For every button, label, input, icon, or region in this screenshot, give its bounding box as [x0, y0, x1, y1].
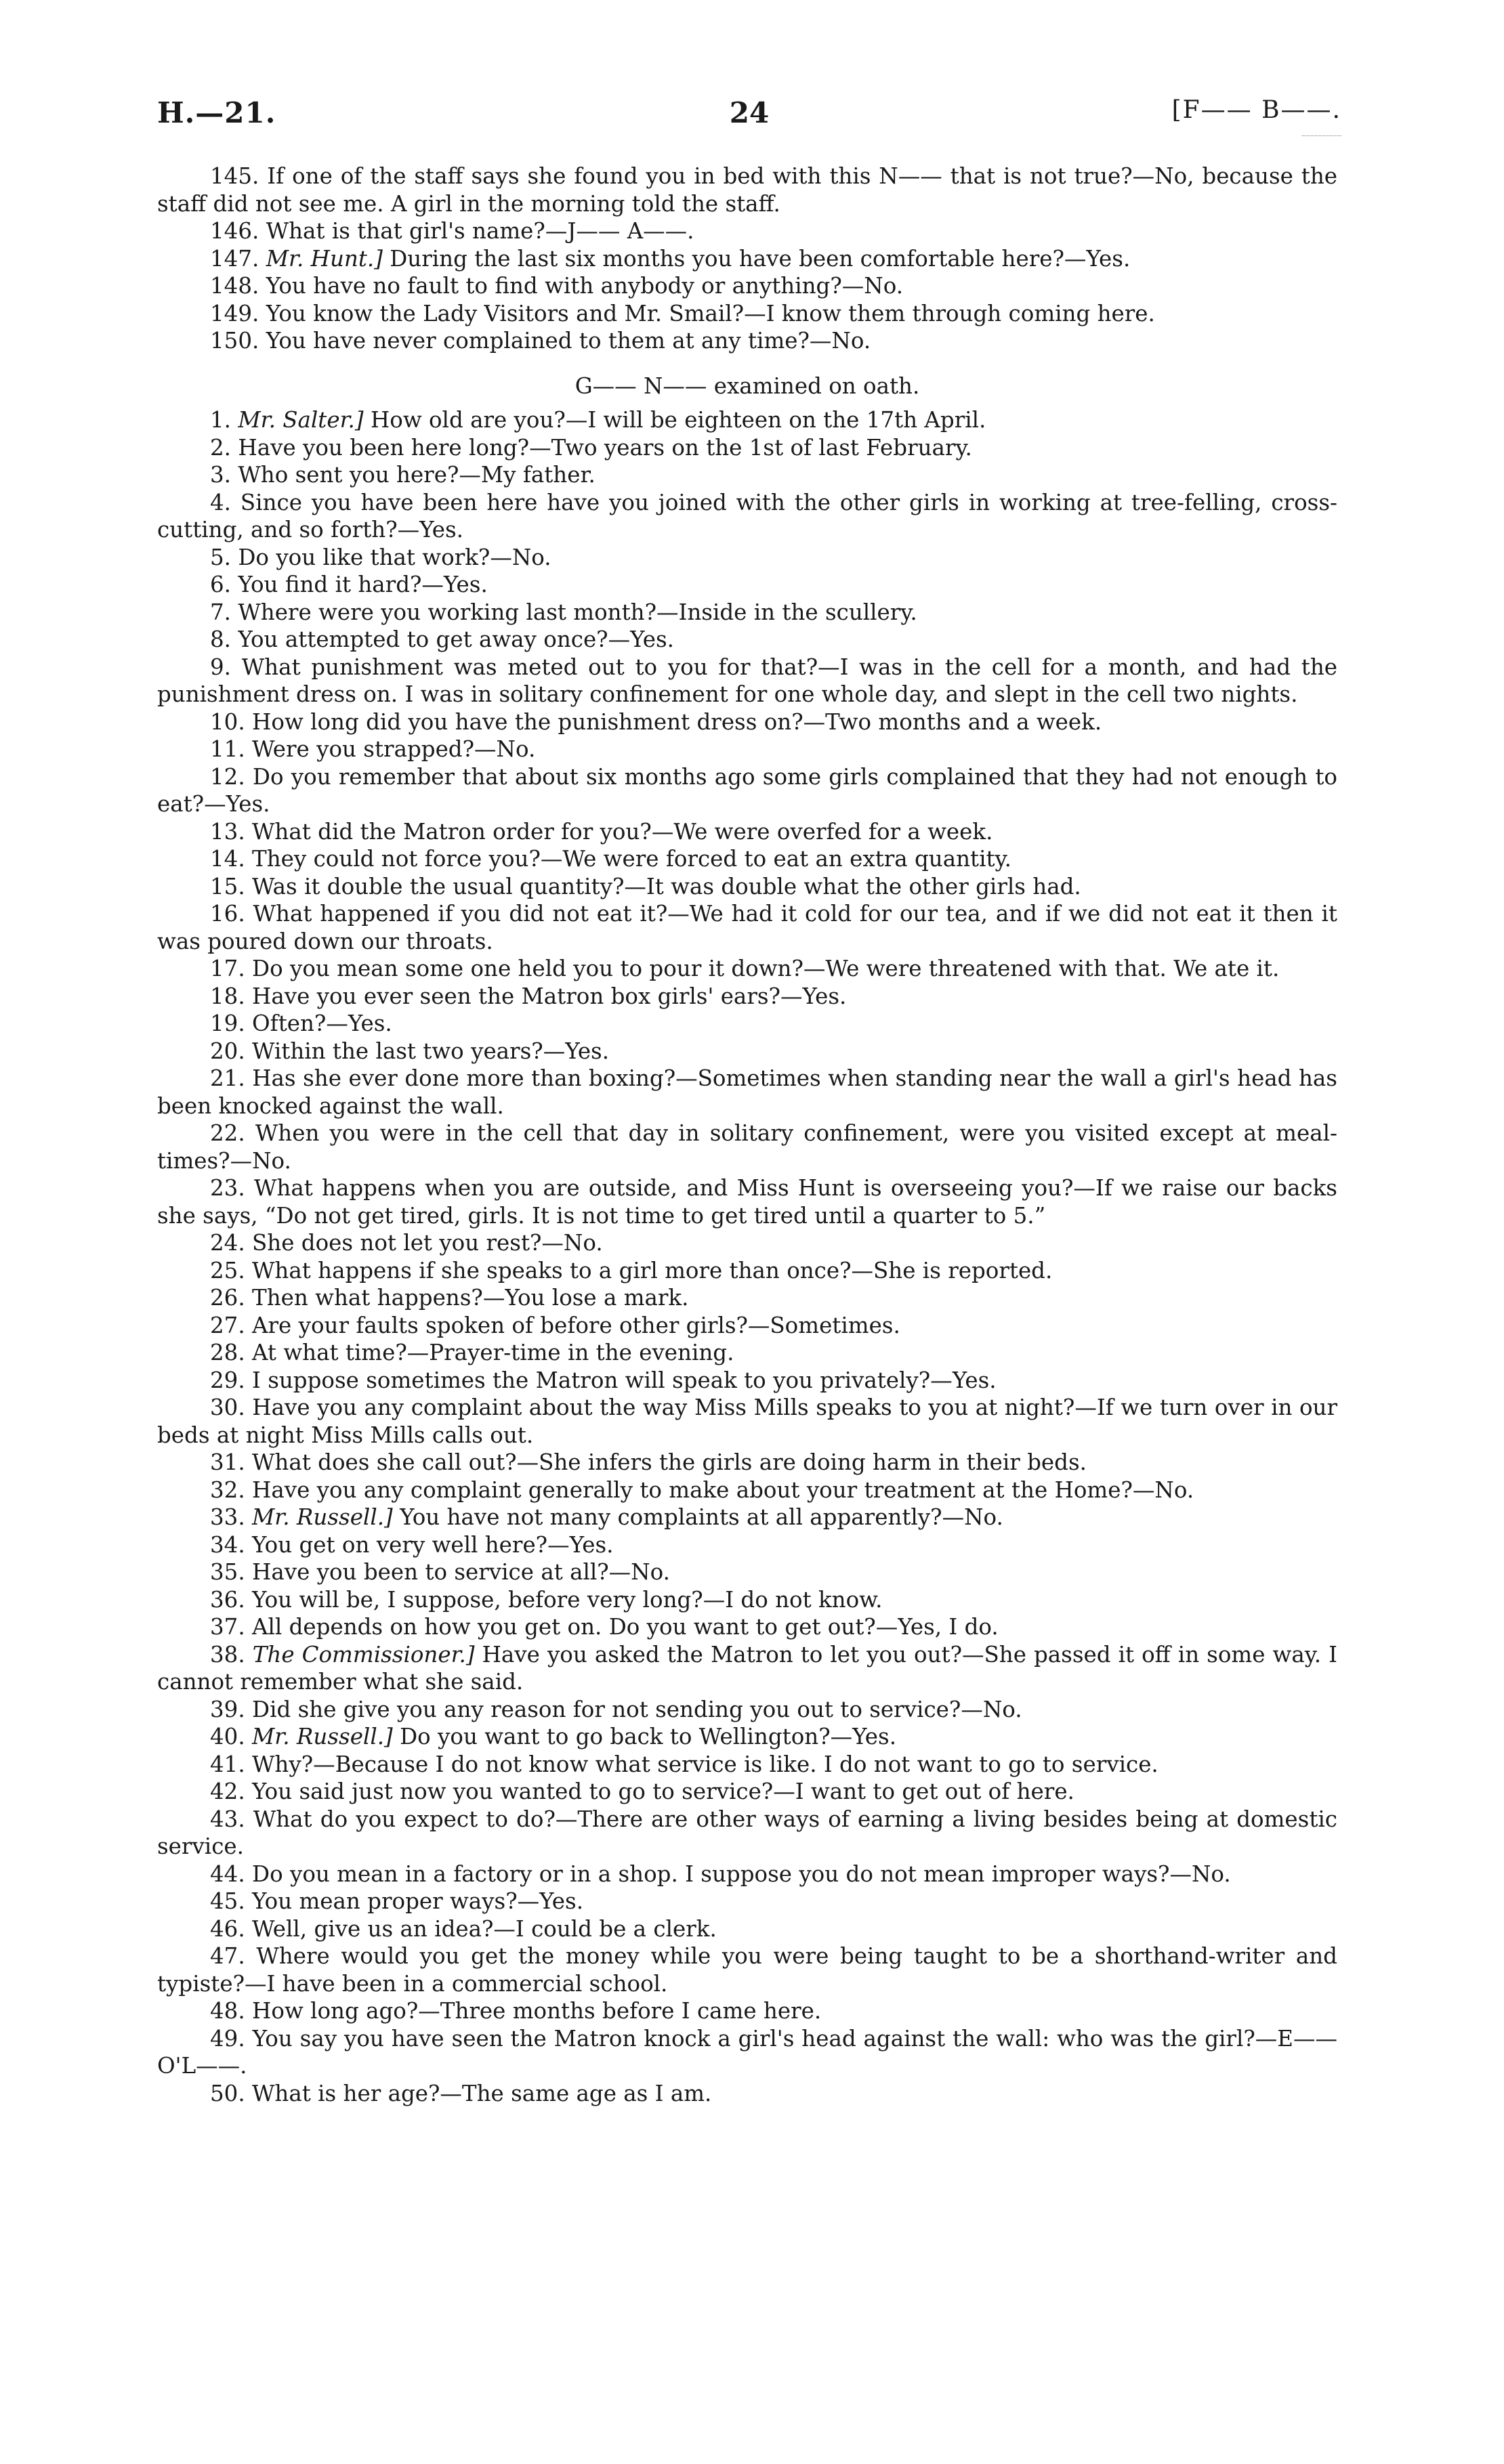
header-dotted-rule — [1302, 135, 1341, 136]
question-answer-text: If one of the staff says she found you in bed with this N—— that is not true?—No, because the staff did not see me. A girl in the morning told the staff. — [157, 163, 1337, 217]
question-number: 38. — [210, 1641, 245, 1668]
question-paragraph — [157, 736, 1337, 763]
question-answer-text: How long did you have the punishment dress on?—Two months and a week. — [252, 708, 1102, 735]
question-number: 148. — [210, 273, 259, 299]
question-paragraph — [157, 1174, 1337, 1229]
question-paragraph — [157, 1367, 1337, 1395]
transcript-body — [157, 163, 1337, 2107]
question-answer-text: You attempted to get away once?—Yes. — [238, 626, 674, 652]
question-answer-text: Do you want to go back to Wellington?—Yes. — [400, 1724, 897, 1749]
question-number: 29. — [210, 1367, 245, 1393]
speaker-name: The Commissioner.] — [252, 1641, 475, 1668]
question-paragraph — [157, 1394, 1337, 1449]
question-number: 32. — [210, 1477, 245, 1503]
question-paragraph — [157, 708, 1337, 736]
speaker-name: Mr. Hunt.] — [266, 245, 383, 272]
question-answer-text: They could not force you?—We were forced to eat an extra quantity. — [252, 846, 1011, 872]
question-number: 12. — [210, 763, 245, 790]
question-answer-text: What is that girl's name?—J—— A——. — [266, 218, 694, 244]
question-answer-text: I suppose sometimes the Matron will speak to you privately?—Yes. — [252, 1367, 997, 1393]
question-number: 146. — [210, 218, 259, 244]
question-number: 28. — [210, 1340, 245, 1365]
question-number: 21. — [210, 1065, 245, 1091]
question-paragraph — [157, 300, 1337, 328]
question-paragraph — [157, 1778, 1337, 1806]
question-paragraph — [157, 1915, 1337, 1943]
question-answer-text: Have you ever seen the Matron box girls' ears?—Yes. — [252, 983, 847, 1009]
question-answer-text: Was it double the usual quantity?—It was double what the other girls had. — [252, 873, 1081, 899]
question-paragraph — [157, 818, 1337, 846]
question-paragraph — [157, 1257, 1337, 1285]
question-answer-text: Who sent you here?—My father. — [238, 462, 596, 488]
question-number: 39. — [210, 1696, 245, 1722]
question-paragraph — [157, 327, 1337, 355]
question-paragraph — [157, 900, 1337, 955]
question-number: 17. — [210, 956, 245, 981]
question-answer-text: Did she give you any reason for not sending you out to service?—No. — [252, 1696, 1022, 1722]
question-number: 37. — [210, 1614, 245, 1640]
speaker-name: Mr. Russell.] — [252, 1504, 393, 1530]
running-head-right: [F—— B——. — [1171, 96, 1341, 124]
question-number: 8. — [210, 626, 232, 652]
question-answer-text: You say you have seen the Matron knock a girl's head against the wall: who was the girl?—E—— O'L——. — [157, 2025, 1337, 2079]
question-paragraph — [157, 845, 1337, 873]
question-answer-text: Have you any complaint about the way Miss Mills speaks to you at night?—If we turn over in our beds at night Miss Mills calls out. — [157, 1395, 1337, 1448]
question-paragraph — [157, 1997, 1337, 2025]
question-paragraph — [157, 1723, 1337, 1751]
page-number: 24 — [729, 96, 770, 129]
question-number: 48. — [210, 1998, 245, 2024]
question-number: 24. — [210, 1230, 245, 1256]
question-number: 9. — [210, 654, 232, 680]
question-answer-text: Often?—Yes. — [252, 1011, 392, 1036]
question-paragraph — [157, 1065, 1337, 1120]
question-paragraph — [157, 544, 1337, 572]
question-number: 150. — [210, 328, 259, 354]
question-number: 4. — [210, 489, 232, 515]
question-answer-text: What did the Matron order for you?—We were overfed for a week. — [252, 818, 993, 845]
question-answer-text: Where would you get the money while you were being taught to be a shorthand-writer and typiste?—I have been in a commercial school. — [157, 1943, 1337, 1997]
question-number: 13. — [210, 818, 245, 845]
question-paragraph — [157, 1531, 1337, 1559]
question-answer-text: How long ago?—Three months before I came here. — [252, 1998, 822, 2024]
question-number: 47. — [210, 1943, 245, 1969]
question-answer-text: You know the Lady Visitors and Mr. Smail?—I know them through coming here. — [266, 300, 1155, 326]
question-answer-text: Do you mean some one held you to pour it down?—We were threatened with that. We ate it. — [252, 956, 1280, 981]
section-heading: G—— N—— examined on oath. — [575, 373, 920, 399]
question-number: 14. — [210, 846, 245, 872]
question-answer-text: What happened if you did not eat it?—We had it cold for our tea, and if we did not eat it then it was poured down our throats. — [157, 901, 1337, 954]
question-answer-text: Where were you working last month?—Inside in the scullery. — [238, 599, 917, 625]
question-paragraph — [157, 1038, 1337, 1065]
question-paragraph — [157, 406, 1337, 434]
question-number: 7. — [210, 599, 232, 625]
question-number: 6. — [210, 572, 232, 597]
question-paragraph — [157, 955, 1337, 983]
question-paragraph — [157, 217, 1337, 245]
question-answer-text: When you were in the cell that day in solitary confinement, were you visited except at meal-times?—No. — [157, 1120, 1337, 1174]
question-answer-text: Within the last two years?—Yes. — [252, 1038, 610, 1064]
question-number: 50. — [210, 2080, 245, 2106]
question-answer-text: Has she ever done more than boxing?—Sometimes when standing near the wall a girl's head has been knocked against the wall. — [157, 1065, 1337, 1119]
question-answer-text: How old are you?—I will be eighteen on the 17th April. — [370, 407, 986, 433]
question-number: 19. — [210, 1011, 245, 1036]
question-number: 20. — [210, 1038, 245, 1064]
question-paragraph — [157, 489, 1337, 544]
question-answer-text: Since you have been here have you joined with the other girls in working at tree-felling, cross-cutting, and so forth?—Yes. — [157, 489, 1337, 543]
question-paragraph — [157, 983, 1337, 1011]
question-paragraph — [157, 1751, 1337, 1779]
question-answer-text: You have never complained to them at any time?—No. — [266, 328, 871, 354]
question-number: 45. — [210, 1888, 245, 1914]
question-answer-text: Then what happens?—You lose a mark. — [252, 1285, 689, 1311]
question-answer-text: Do you mean in a factory or in a shop. I suppose you do not mean improper ways?—No. — [252, 1861, 1231, 1887]
question-paragraph — [157, 1504, 1337, 1531]
testimony-part-1 — [157, 163, 1337, 355]
question-paragraph — [157, 1613, 1337, 1641]
question-paragraph — [157, 599, 1337, 626]
question-paragraph — [157, 163, 1337, 217]
question-paragraph — [157, 272, 1337, 300]
question-answer-text: You find it hard?—Yes. — [238, 572, 488, 597]
question-number: 40. — [210, 1724, 245, 1749]
question-paragraph — [157, 1696, 1337, 1724]
question-paragraph — [157, 1888, 1337, 1915]
question-answer-text: What punishment was meted out to you for that?—I was in the cell for a month, and had the punishment dress on. I was in solitary confinement for one whole day, and slept in the cell two nights. — [157, 654, 1337, 707]
question-paragraph — [157, 1641, 1337, 1696]
question-answer-text: You have no fault to find with anybody or anything?—No. — [266, 273, 904, 299]
question-answer-text: Have you been to service at all?—No. — [252, 1559, 670, 1585]
question-answer-text: Have you asked the Matron to let you out?—She passed it off in some way. I cannot remember what she said. — [157, 1641, 1337, 1695]
question-number: 31. — [210, 1449, 245, 1475]
question-paragraph — [157, 763, 1337, 818]
question-number: 10. — [210, 708, 245, 735]
testimony-part-2 — [157, 406, 1337, 2107]
question-answer-text: You get on very well here?—Yes. — [252, 1531, 614, 1558]
question-number: 30. — [210, 1395, 245, 1420]
question-answer-text: All depends on how you get on. Do you want to get out?—Yes, I do. — [252, 1614, 999, 1640]
question-answer-text: What does she call out?—She infers the girls are doing harm in their beds. — [252, 1449, 1087, 1475]
question-number: 46. — [210, 1915, 245, 1942]
question-number: 43. — [210, 1806, 245, 1832]
question-number: 5. — [210, 544, 232, 570]
question-number: 149. — [210, 300, 259, 326]
question-answer-text: Do you like that work?—No. — [238, 544, 551, 570]
question-paragraph — [157, 626, 1337, 654]
question-answer-text: You will be, I suppose, before very long?—I do not know. — [252, 1586, 883, 1613]
question-answer-text: Why?—Because I do not know what service is like. I do not want to go to service. — [252, 1751, 1158, 1777]
question-number: 3. — [210, 462, 232, 488]
question-paragraph — [157, 1558, 1337, 1586]
question-answer-text: You have not many complaints at all apparently?—No. — [400, 1504, 1003, 1530]
question-answer-text: She does not let you rest?—No. — [252, 1230, 603, 1256]
page-header — [157, 96, 1341, 137]
question-paragraph — [157, 1477, 1337, 1504]
question-answer-text: Have you any complaint generally to make about your treatment at the Home?—No. — [252, 1477, 1194, 1503]
question-number: 147. — [210, 245, 259, 272]
question-paragraph — [157, 1010, 1337, 1038]
question-answer-text: Were you strapped?—No. — [252, 736, 536, 762]
question-number: 34. — [210, 1531, 245, 1558]
speaker-name: Mr. Salter.] — [238, 407, 364, 433]
question-paragraph — [157, 1806, 1337, 1861]
question-number: 41. — [210, 1751, 245, 1777]
question-number: 26. — [210, 1285, 245, 1311]
question-paragraph — [157, 654, 1337, 708]
question-paragraph — [157, 2080, 1337, 2108]
question-answer-text: What is her age?—The same age as I am. — [252, 2080, 712, 2106]
question-paragraph — [157, 873, 1337, 901]
question-answer-text: You mean proper ways?—Yes. — [252, 1888, 584, 1914]
question-answer-text: What happens when you are outside, and Miss Hunt is overseeing you?—If we raise our backs she says, “Do not get tired, girls. It is not time to get tired until a quarter to 5.” — [157, 1175, 1337, 1229]
question-number: 145. — [210, 163, 259, 189]
question-number: 1. — [210, 407, 232, 433]
question-paragraph — [157, 1229, 1337, 1257]
question-answer-text: Are your faults spoken of before other girls?—Sometimes. — [252, 1312, 900, 1338]
question-answer-text: Well, give us an idea?—I could be a clerk. — [252, 1915, 717, 1942]
question-number: 22. — [210, 1120, 245, 1146]
question-paragraph — [157, 1284, 1337, 1312]
question-paragraph — [157, 434, 1337, 462]
question-paragraph — [157, 571, 1337, 599]
question-number: 49. — [210, 2025, 245, 2052]
question-paragraph — [157, 2025, 1337, 2080]
question-answer-text: At what time?—Prayer-time in the evening. — [252, 1340, 734, 1365]
question-answer-text: You said just now you wanted to go to service?—I want to get out of here. — [252, 1779, 1074, 1804]
question-number: 44. — [210, 1861, 245, 1887]
question-answer-text: During the last six months you have been comfortable here?—Yes. — [390, 245, 1131, 272]
question-number: 18. — [210, 983, 245, 1009]
question-number: 15. — [210, 873, 245, 899]
question-number: 27. — [210, 1312, 245, 1338]
question-paragraph — [157, 1312, 1337, 1340]
question-answer-text: Do you remember that about six months ago some girls complained that they had not enough to eat?—Yes. — [157, 763, 1337, 817]
question-number: 16. — [210, 901, 245, 927]
speaker-name: Mr. Russell.] — [252, 1724, 393, 1749]
document-reference: H.—21. — [157, 96, 276, 129]
question-number: 42. — [210, 1779, 245, 1804]
question-number: 36. — [210, 1586, 245, 1613]
question-paragraph — [157, 245, 1337, 273]
question-number: 25. — [210, 1257, 245, 1283]
question-number: 23. — [210, 1175, 245, 1201]
question-number: 2. — [210, 434, 232, 461]
question-paragraph — [157, 1449, 1337, 1477]
question-paragraph — [157, 1861, 1337, 1888]
question-answer-text: What do you expect to do?—There are other ways of earning a living besides being at domestic service. — [157, 1806, 1337, 1859]
question-paragraph — [157, 1120, 1337, 1174]
question-paragraph — [157, 1586, 1337, 1614]
question-paragraph — [157, 1339, 1337, 1367]
question-answer-text: Have you been here long?—Two years on the 1st of last February. — [238, 434, 972, 461]
question-paragraph — [157, 1942, 1337, 1997]
question-answer-text: What happens if she speaks to a girl more than once?—She is reported. — [252, 1257, 1053, 1283]
question-number: 11. — [210, 736, 245, 762]
question-paragraph — [157, 461, 1337, 489]
question-number: 35. — [210, 1559, 245, 1585]
question-number: 33. — [210, 1504, 245, 1530]
